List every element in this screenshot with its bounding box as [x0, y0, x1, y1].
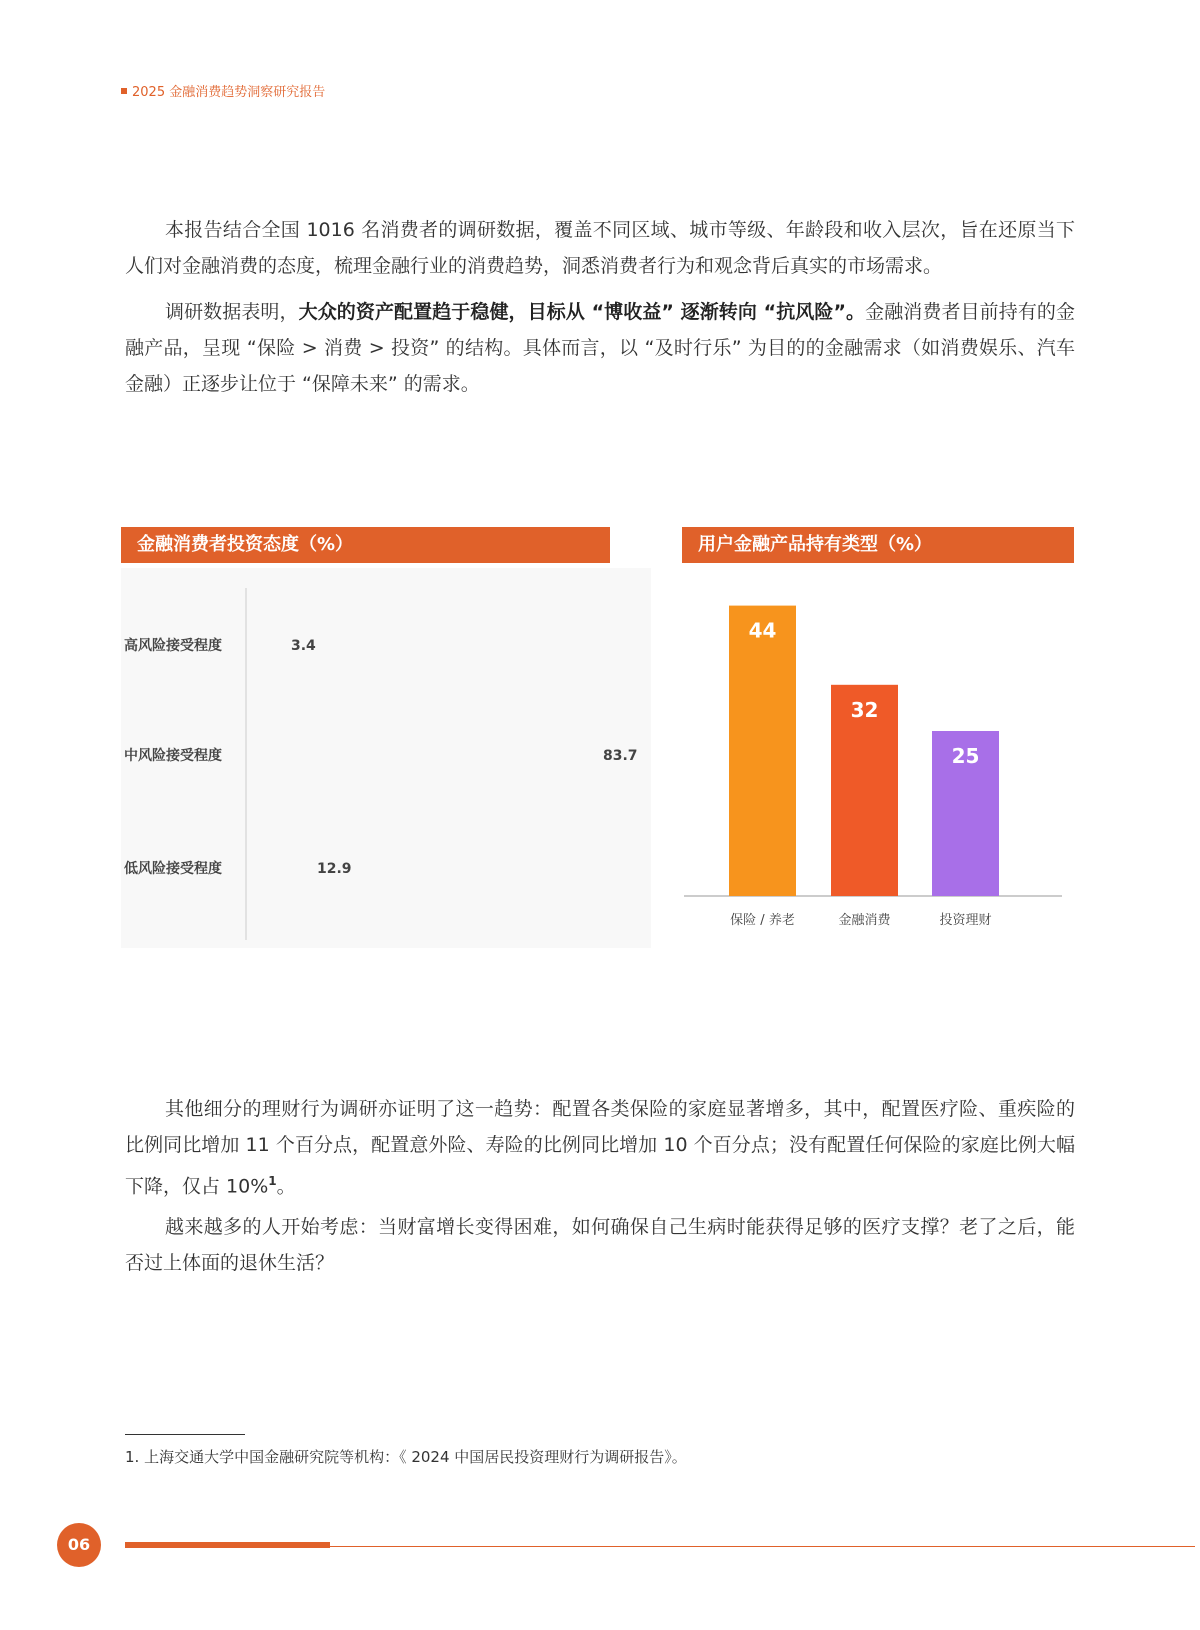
person-icon: [535, 730, 554, 778]
person-icon: [509, 730, 528, 778]
holding-chart-svg: [682, 570, 1082, 940]
holding-category-label: 保险 / 养老: [730, 913, 795, 928]
attitude-chart-title: 金融消费者投资态度（%）: [121, 527, 610, 563]
attitude-value-label: 3.4: [291, 638, 316, 654]
footnote-marker: 1: [268, 1174, 277, 1188]
report-title: 2025 金融消费趋势洞察研究报告: [132, 85, 326, 100]
attitude-value-label: 83.7: [603, 748, 638, 764]
person-icon: [483, 730, 502, 778]
findings-text-pre: 调研数据表明，: [165, 301, 299, 323]
header-square-icon: [121, 88, 127, 94]
attitude-chart: [121, 568, 651, 948]
person-icon: [275, 730, 294, 778]
paragraph-intro: 本报告结合全国 1016 名消费者的调研数据，覆盖不同区域、城市等级、年龄段和收入层次，旨在还原当下人们对金融消费的态度，梳理金融行业的消费趋势，洞悉消费者行为和观念背后真实的市场需求。: [125, 219, 1075, 277]
person-icon: [249, 843, 268, 891]
person-icon: [249, 620, 268, 668]
person-icon: [405, 730, 424, 778]
person-icon: [327, 730, 346, 778]
person-icon: [275, 843, 294, 891]
holding-value-label: 44: [748, 618, 777, 643]
person-icon: [353, 730, 372, 778]
holding-category-label: 投资理财: [939, 913, 992, 928]
findings-text-post: 金融消费者目前持有的金融产品，呈现 “保险 > 消费 > 投资” 的结构。具体而言，以 “及时行乐” 为目的的金融需求（如消费娱乐、汽车金融）正逐步让位于 “保障未来” 的需求。: [125, 301, 1075, 395]
holding-value-label: 32: [850, 697, 879, 722]
footer-accent-bar: [125, 1542, 330, 1548]
paragraph-insurance: [125, 1091, 1075, 1204]
attitude-category-label: 低风险接受程度: [124, 861, 222, 877]
paragraph-findings: [125, 294, 1075, 402]
report-header: [121, 81, 325, 100]
attitude-category-label: 高风险接受程度: [124, 638, 222, 654]
holding-chart-title: 用户金融产品持有类型（%）: [682, 527, 1074, 563]
person-icon: [379, 730, 398, 778]
holding-value-label: 25: [951, 744, 980, 768]
footnote: 1. 上海交通大学中国金融研究院等机构：《 2024 中国居民投资理财行为调研报告》。: [125, 1448, 687, 1466]
attitude-category-label: 中风险接受程度: [124, 748, 222, 764]
paragraph-questions: 越来越多的人开始考虑：当财富增长变得困难，如何确保自己生病时能获得足够的医疗支撑？老了之后，能否过上体面的退休生活？: [125, 1216, 1075, 1274]
findings-highlight: 大众的资产配置趋于稳健，目标从 “博收益” 逐渐转向 “抗风险”。: [298, 301, 866, 323]
attitude-chart-svg: [121, 568, 651, 948]
insurance-text: 其他细分的理财行为调研亦证明了这一趋势：配置各类保险的家庭显著增多，其中，配置医疗险、重疾险的比例同比增加 11 个百分点，配置意外险、寿险的比例同比增加 10 个百分点；没有配置任何保险的家庭比例大幅下降，仅占 10%: [125, 1098, 1075, 1198]
person-icon: [431, 730, 450, 778]
person-icon: [561, 730, 580, 778]
holding-bar: [729, 606, 796, 896]
person-icon: [249, 730, 268, 778]
attitude-value-label: 12.9: [317, 861, 352, 877]
person-icon: [301, 730, 320, 778]
holding-category-label: 金融消费: [838, 913, 891, 928]
insurance-text-end: 。: [276, 1175, 296, 1198]
person-icon: [457, 730, 476, 778]
page-number: 06: [57, 1523, 101, 1567]
footnote-divider: [125, 1434, 245, 1435]
